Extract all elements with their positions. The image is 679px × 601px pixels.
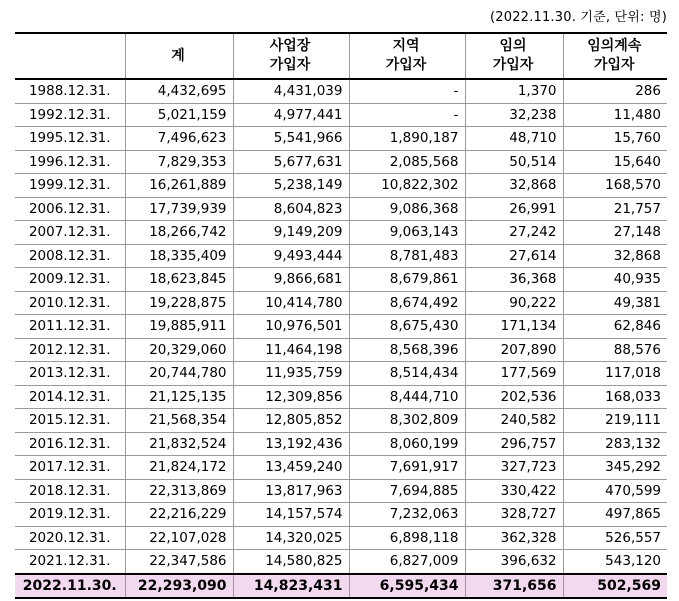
- value-cell: 526,557: [563, 526, 667, 550]
- value-cell: 13,459,240: [233, 456, 349, 480]
- value-cell: 88,576: [563, 338, 667, 362]
- date-cell: 2019.12.31.: [15, 503, 125, 527]
- value-cell: 240,582: [465, 409, 563, 433]
- column-header-line: 가입자: [269, 57, 311, 73]
- value-cell: 11,935,759: [233, 362, 349, 386]
- value-cell: 328,727: [465, 503, 563, 527]
- value-cell: 26,991: [465, 197, 563, 221]
- table-header: [15, 33, 667, 79]
- value-cell: 11,480: [563, 103, 667, 127]
- table-row: [15, 127, 667, 151]
- unit-note: (2022.11.30. 기준, 단위: 명): [489, 10, 667, 25]
- value-cell: 1,370: [465, 79, 563, 103]
- date-cell: 2022.11.30.: [15, 574, 125, 599]
- value-cell: 9,866,681: [233, 268, 349, 292]
- value-cell: 1,890,187: [349, 127, 465, 151]
- table-row: [15, 432, 667, 456]
- value-cell: 22,107,028: [125, 526, 233, 550]
- date-cell: 2012.12.31.: [15, 338, 125, 362]
- value-cell: 49,381: [563, 291, 667, 315]
- value-cell: 286: [563, 79, 667, 103]
- table-row: [15, 503, 667, 527]
- value-cell: 8,675,430: [349, 315, 465, 339]
- value-cell: 117,018: [563, 362, 667, 386]
- value-cell: 207,890: [465, 338, 563, 362]
- date-cell: 2013.12.31.: [15, 362, 125, 386]
- value-cell: 22,313,869: [125, 479, 233, 503]
- table-row: [15, 526, 667, 550]
- table-row: [15, 150, 667, 174]
- date-cell: 2008.12.31.: [15, 244, 125, 268]
- value-cell: 8,674,492: [349, 291, 465, 315]
- value-cell: 8,514,434: [349, 362, 465, 386]
- date-cell: 2010.12.31.: [15, 291, 125, 315]
- value-cell: 7,829,353: [125, 150, 233, 174]
- value-cell: 8,604,823: [233, 197, 349, 221]
- subscriber-table: [15, 32, 667, 599]
- column-header: [465, 33, 563, 79]
- value-cell: 7,691,917: [349, 456, 465, 480]
- column-header-line: 사업장: [269, 38, 311, 54]
- value-cell: 8,302,809: [349, 409, 465, 433]
- value-cell: 345,292: [563, 456, 667, 480]
- value-cell: 5,677,631: [233, 150, 349, 174]
- table-row: [15, 291, 667, 315]
- column-header: [349, 33, 465, 79]
- value-cell: 7,496,623: [125, 127, 233, 151]
- value-cell: 4,432,695: [125, 79, 233, 103]
- date-cell: 2015.12.31.: [15, 409, 125, 433]
- table-row: [15, 244, 667, 268]
- value-cell: 283,132: [563, 432, 667, 456]
- value-cell: 7,232,063: [349, 503, 465, 527]
- date-cell: 2009.12.31.: [15, 268, 125, 292]
- value-cell: 22,347,586: [125, 550, 233, 574]
- value-cell: 8,568,396: [349, 338, 465, 362]
- value-cell: 21,757: [563, 197, 667, 221]
- value-cell: 21,125,135: [125, 385, 233, 409]
- date-cell: 2006.12.31.: [15, 197, 125, 221]
- table-row: [15, 221, 667, 245]
- value-cell: 371,656: [465, 574, 563, 599]
- value-cell: 32,868: [465, 174, 563, 198]
- table-row: [15, 268, 667, 292]
- column-header: [125, 33, 233, 79]
- table-row: [15, 362, 667, 386]
- value-cell: 10,822,302: [349, 174, 465, 198]
- table-row: [15, 79, 667, 103]
- value-cell: 18,623,845: [125, 268, 233, 292]
- value-cell: 10,976,501: [233, 315, 349, 339]
- value-cell: 2,085,568: [349, 150, 465, 174]
- value-cell: 20,329,060: [125, 338, 233, 362]
- value-cell: 10,414,780: [233, 291, 349, 315]
- value-cell: 4,431,039: [233, 79, 349, 103]
- date-cell: 1992.12.31.: [15, 103, 125, 127]
- value-cell: 543,120: [563, 550, 667, 574]
- table-row: [15, 174, 667, 198]
- value-cell: 8,781,483: [349, 244, 465, 268]
- date-cell: 2020.12.31.: [15, 526, 125, 550]
- column-header-line: 지역: [392, 38, 420, 54]
- value-cell: 8,444,710: [349, 385, 465, 409]
- value-cell: 497,865: [563, 503, 667, 527]
- date-cell: 1988.12.31.: [15, 79, 125, 103]
- value-cell: 6,595,434: [349, 574, 465, 599]
- value-cell: 15,640: [563, 150, 667, 174]
- value-cell: 62,846: [563, 315, 667, 339]
- value-cell: 171,134: [465, 315, 563, 339]
- value-cell: 6,827,009: [349, 550, 465, 574]
- value-cell: 9,063,143: [349, 221, 465, 245]
- value-cell: 9,086,368: [349, 197, 465, 221]
- date-cell: 2016.12.31.: [15, 432, 125, 456]
- date-cell: 2018.12.31.: [15, 479, 125, 503]
- value-cell: 36,368: [465, 268, 563, 292]
- column-header: [563, 33, 667, 79]
- date-cell: 2014.12.31.: [15, 385, 125, 409]
- value-cell: 19,885,911: [125, 315, 233, 339]
- table-row: [15, 409, 667, 433]
- date-cell: 1999.12.31.: [15, 174, 125, 198]
- value-cell: 20,744,780: [125, 362, 233, 386]
- value-cell: 17,739,939: [125, 197, 233, 221]
- column-header-line: 계: [171, 47, 185, 64]
- value-cell: 11,464,198: [233, 338, 349, 362]
- column-header: [233, 33, 349, 79]
- column-header: [15, 33, 125, 79]
- value-cell: 202,536: [465, 385, 563, 409]
- table-body: [15, 79, 667, 598]
- value-cell: 14,580,825: [233, 550, 349, 574]
- value-cell: 396,632: [465, 550, 563, 574]
- header-row: [15, 33, 667, 79]
- value-cell: 18,266,742: [125, 221, 233, 245]
- value-cell: 21,832,524: [125, 432, 233, 456]
- date-cell: 2021.12.31.: [15, 550, 125, 574]
- value-cell: 168,570: [563, 174, 667, 198]
- value-cell: 9,493,444: [233, 244, 349, 268]
- value-cell: 27,242: [465, 221, 563, 245]
- value-cell: 296,757: [465, 432, 563, 456]
- value-cell: 14,320,025: [233, 526, 349, 550]
- value-cell: 21,824,172: [125, 456, 233, 480]
- value-cell: 90,222: [465, 291, 563, 315]
- value-cell: 22,293,090: [125, 574, 233, 599]
- table-row: [15, 103, 667, 127]
- value-cell: 330,422: [465, 479, 563, 503]
- value-cell: 50,514: [465, 150, 563, 174]
- value-cell: 177,569: [465, 362, 563, 386]
- date-cell: 1996.12.31.: [15, 150, 125, 174]
- value-cell: 502,569: [563, 574, 667, 599]
- value-cell: 14,823,431: [233, 574, 349, 599]
- value-cell: 6,898,118: [349, 526, 465, 550]
- value-cell: 362,328: [465, 526, 563, 550]
- table-row: [15, 550, 667, 574]
- value-cell: 27,614: [465, 244, 563, 268]
- value-cell: 13,817,963: [233, 479, 349, 503]
- value-cell: 16,261,889: [125, 174, 233, 198]
- table-row: [15, 315, 667, 339]
- value-cell: 32,238: [465, 103, 563, 127]
- table-row: [15, 479, 667, 503]
- value-cell: 470,599: [563, 479, 667, 503]
- table-row: [15, 385, 667, 409]
- value-cell: 40,935: [563, 268, 667, 292]
- value-cell: 22,216,229: [125, 503, 233, 527]
- value-cell: 219,111: [563, 409, 667, 433]
- value-cell: 7,694,885: [349, 479, 465, 503]
- value-cell: 15,760: [563, 127, 667, 151]
- latest-row: [15, 574, 667, 599]
- date-cell: 2011.12.31.: [15, 315, 125, 339]
- value-cell: 18,335,409: [125, 244, 233, 268]
- value-cell: 48,710: [465, 127, 563, 151]
- table-row: [15, 197, 667, 221]
- column-header-line: 가입자: [492, 57, 534, 73]
- value-cell: 13,192,436: [233, 432, 349, 456]
- value-cell: 27,148: [563, 221, 667, 245]
- value-cell: -: [349, 79, 465, 103]
- value-cell: 5,238,149: [233, 174, 349, 198]
- value-cell: 12,309,856: [233, 385, 349, 409]
- value-cell: 12,805,852: [233, 409, 349, 433]
- column-header-line: 가입자: [593, 57, 635, 73]
- table-row: [15, 456, 667, 480]
- value-cell: 19,228,875: [125, 291, 233, 315]
- column-header-line: 임의: [499, 38, 527, 54]
- column-header-line: 임의계속: [587, 38, 642, 54]
- date-cell: 2017.12.31.: [15, 456, 125, 480]
- value-cell: 14,157,574: [233, 503, 349, 527]
- date-cell: 1995.12.31.: [15, 127, 125, 151]
- value-cell: 327,723: [465, 456, 563, 480]
- column-header-line: 가입자: [385, 57, 427, 73]
- value-cell: 5,021,159: [125, 103, 233, 127]
- value-cell: 168,033: [563, 385, 667, 409]
- value-cell: 8,679,861: [349, 268, 465, 292]
- date-cell: 2007.12.31.: [15, 221, 125, 245]
- value-cell: 5,541,966: [233, 127, 349, 151]
- value-cell: 9,149,209: [233, 221, 349, 245]
- table-row: [15, 338, 667, 362]
- value-cell: -: [349, 103, 465, 127]
- value-cell: 21,568,354: [125, 409, 233, 433]
- value-cell: 4,977,441: [233, 103, 349, 127]
- value-cell: 32,868: [563, 244, 667, 268]
- value-cell: 8,060,199: [349, 432, 465, 456]
